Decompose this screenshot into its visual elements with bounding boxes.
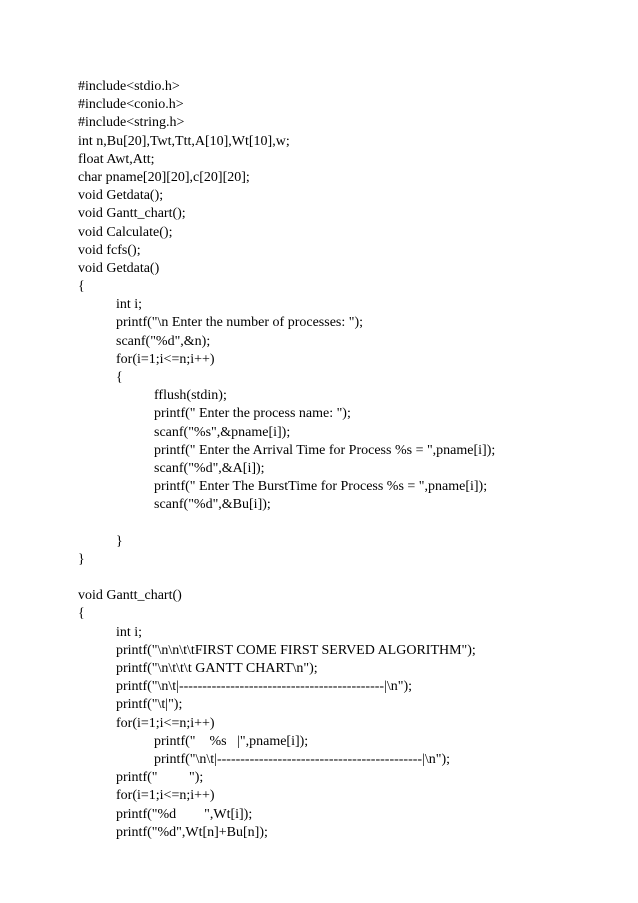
code-line: printf("\n\t\t\t GANTT CHART\n");	[116, 661, 318, 676]
blank-line	[78, 515, 495, 533]
code-line: printf("%d ",Wt[i]);	[116, 806, 253, 822]
code-line: printf("\n\t|--------------------------------------------|\n");	[154, 751, 451, 767]
code-line: printf("\n Enter the number of processes: ");	[116, 315, 364, 331]
code-line: scanf("%d",&Bu[i]);	[154, 497, 271, 513]
code-line: printf(" Enter The BurstTime for Process %s = ",pname[i]);	[154, 479, 488, 495]
code-line: void Getdata()	[78, 260, 160, 276]
code-line: #include<string.h>	[78, 115, 185, 131]
code-line: scanf("%s",&pname[i]);	[154, 424, 291, 440]
code-line: printf(" Enter the process name: ");	[154, 406, 351, 422]
code-line: printf("\t|");	[116, 697, 183, 713]
code-line: char pname[20][20],c[20][20];	[78, 169, 250, 185]
code-line: }	[116, 533, 123, 549]
code-listing	[78, 78, 495, 842]
code-line: for(i=1;i<=n;i++)	[116, 715, 215, 731]
code-line: {	[78, 279, 85, 295]
code-line: void Gantt_chart()	[78, 588, 182, 604]
code-line: {	[78, 606, 85, 622]
code-line: void Gantt_chart();	[78, 206, 186, 222]
code-line: void Getdata();	[78, 188, 164, 204]
code-line: }	[78, 551, 85, 567]
blank-line	[78, 569, 495, 587]
code-line: printf("%d",Wt[n]+Bu[n]);	[116, 824, 268, 840]
code-line: void Calculate();	[78, 224, 173, 240]
code-line: scanf("%d",&A[i]);	[154, 460, 265, 476]
code-line: {	[116, 370, 123, 385]
code-line: #include<stdio.h>	[78, 79, 180, 94]
code-line: printf("\n\n\t\tFIRST COME FIRST SERVED ALGORITHM");	[116, 642, 476, 658]
code-line: fflush(stdin);	[154, 388, 227, 404]
code-line: void fcfs();	[78, 242, 141, 258]
code-line: scanf("%d",&n);	[116, 333, 211, 349]
code-line: int i;	[116, 297, 143, 313]
code-line: printf(" ");	[116, 770, 204, 786]
code-line: for(i=1;i<=n;i++)	[116, 788, 215, 804]
code-line: int n,Bu[20],Twt,Ttt,A[10],Wt[10],w;	[78, 133, 290, 149]
code-line: int i;	[116, 624, 143, 640]
code-line: float Awt,Att;	[78, 151, 155, 167]
code-line: for(i=1;i<=n;i++)	[116, 351, 215, 367]
code-line: printf(" Enter the Arrival Time for Process %s = ",pname[i]);	[154, 442, 496, 458]
code-line: printf(" %s |",pname[i]);	[154, 733, 309, 749]
code-line: printf("\n\t|--------------------------------------------|\n");	[116, 679, 413, 695]
code-line: #include<conio.h>	[78, 97, 184, 113]
